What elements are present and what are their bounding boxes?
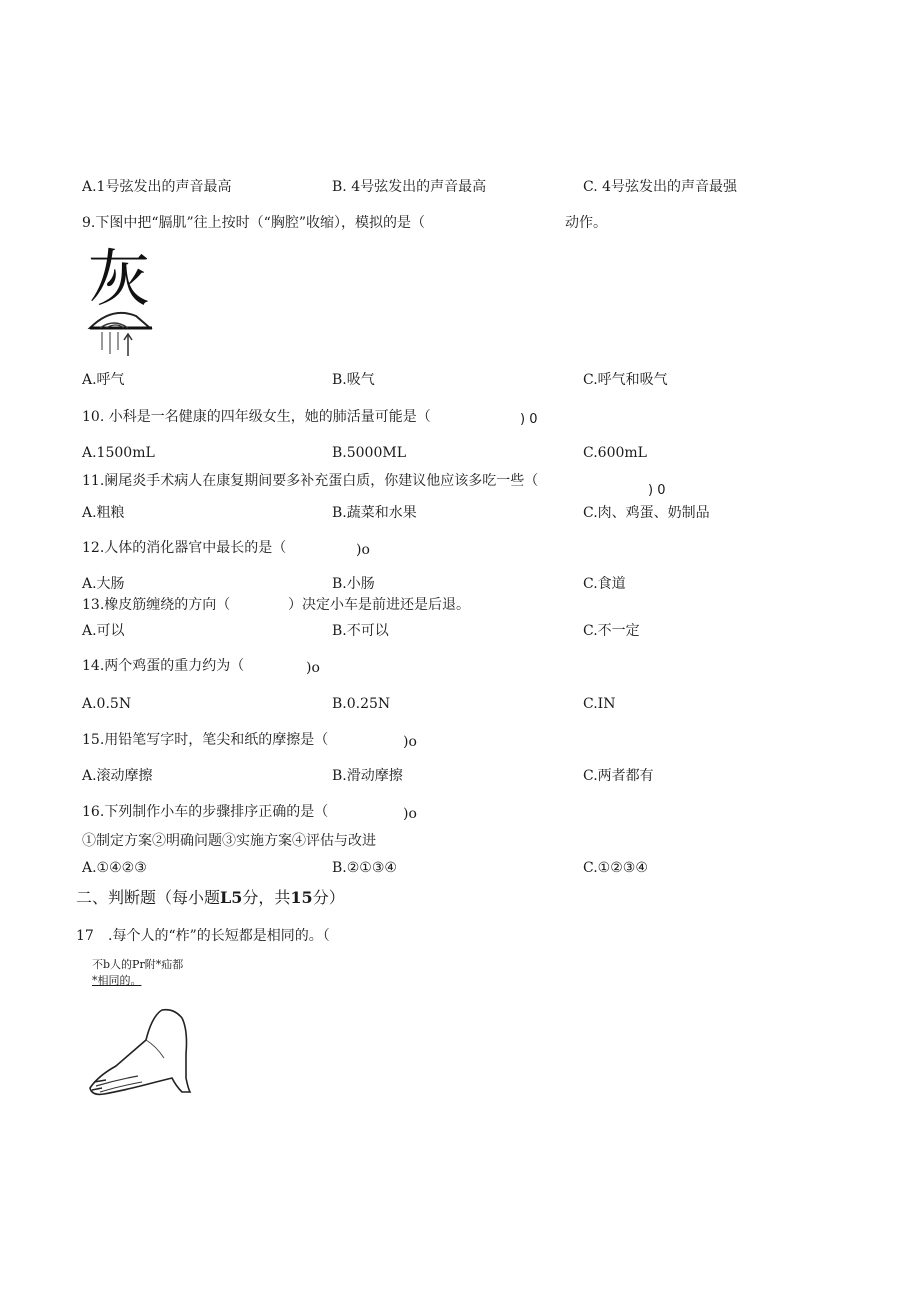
q13-option-a: A.可以: [82, 623, 125, 639]
q13-option-b: B.不可以: [332, 623, 389, 639]
section-heading: [76, 888, 345, 908]
q11-option-a: A.粗粮: [82, 505, 125, 521]
q9-figure-glyph: 灰: [88, 242, 151, 315]
q17-stem: .每个人的“柞”的长短都是相同的。（: [108, 928, 330, 944]
q12-option-c: C.食道: [583, 576, 626, 592]
q11-option-c: C.肉、鸡蛋、奶制品: [583, 505, 710, 521]
q14-option-c: C.IN: [583, 696, 616, 712]
q9-option-b: B.吸气: [332, 372, 375, 388]
section-heading-score-total: 15: [290, 888, 313, 907]
q12-stem-tail: )o: [356, 542, 370, 558]
q11-option-b: B.蔬菜和水果: [332, 505, 417, 521]
q14-stem: 14.两个鸡蛋的重力约为（: [82, 658, 245, 674]
q15-option-b: B.滑动摩擦: [332, 768, 403, 784]
section-heading-score-per-item: L5: [220, 888, 243, 907]
q10-option-b: B.5000ML: [332, 445, 406, 461]
q14-option-a: A.0.5N: [82, 696, 132, 712]
q15-option-c: C.两者都有: [583, 768, 654, 784]
q17-number: 17: [76, 928, 94, 944]
q9-option-a: A.呼气: [82, 372, 125, 388]
q13-stem: 13.橡皮筋缠绕的方向（: [82, 597, 231, 613]
q16-stem: 16.下列制作小车的步骤排序正确的是（: [82, 804, 329, 820]
q13-stem-tail: ）决定小车是前进还是后退。: [288, 597, 470, 613]
q12-option-b: B.小肠: [332, 576, 375, 592]
q14-option-b: B.0.25N: [332, 696, 391, 712]
section-heading-part3: 分）: [312, 888, 345, 907]
q8-option-b: B. 4号弦发出的声音最高: [332, 179, 487, 195]
q10-option-a: A.1500mL: [82, 445, 155, 461]
q10-stem: 10. 小科是一名健康的四年级女生，她的肺活量可能是（: [82, 409, 431, 425]
q10-stem-tail: ) 0: [520, 412, 538, 427]
q17-figure: [86, 956, 226, 1106]
q17-figure-caption-line2: *相同的。: [92, 974, 142, 987]
section-heading-part1: 二、判断题（每小题: [76, 888, 221, 907]
q12-option-a: A.大肠: [82, 576, 125, 592]
q14-stem-tail: )o: [306, 660, 320, 676]
q8-option-c: C. 4号弦发出的声音最强: [583, 179, 738, 195]
q10-option-c: C.600mL: [583, 445, 647, 461]
q12-stem: 12.人体的消化器官中最长的是（: [82, 540, 287, 556]
q11-stem-tail: ) 0: [648, 483, 666, 498]
q9-figure: [84, 242, 164, 360]
q17-figure-caption-line1: 不b人的Pr附*疝都: [92, 958, 184, 971]
hand-span-icon: [86, 996, 226, 1106]
q9-stem: 9.下图中把“膈肌”往上按时（“胸腔”收缩），模拟的是（: [82, 215, 425, 231]
q15-stem-tail: )o: [403, 734, 417, 750]
q9-stem-tail: 动作。: [565, 215, 607, 231]
q11-stem: 11.阑尾炎手术病人在康复期间要多补充蛋白质，你建议他应该多吃一些（: [82, 473, 539, 489]
q16-steps: ①制定方案②明确问题③实施方案④评估与改进: [82, 833, 376, 849]
q16-option-b: B.②①③④: [332, 860, 397, 876]
q16-stem-tail: )o: [403, 806, 417, 822]
q16-option-c: C.①②③④: [583, 860, 648, 876]
section-heading-part2: 分，共: [242, 888, 291, 907]
q15-option-a: A.滚动摩擦: [82, 768, 153, 784]
q13-option-c: C.不一定: [583, 623, 640, 639]
q8-option-a: A.1号弦发出的声音最高: [82, 179, 232, 195]
q9-option-c: C.呼气和吸气: [583, 372, 668, 388]
q16-option-a: A.①④②③: [82, 860, 147, 876]
bell-jar-diaphragm-icon: [84, 250, 164, 360]
q15-stem: 15.用铅笔写字时，笔尖和纸的摩擦是（: [82, 732, 329, 748]
